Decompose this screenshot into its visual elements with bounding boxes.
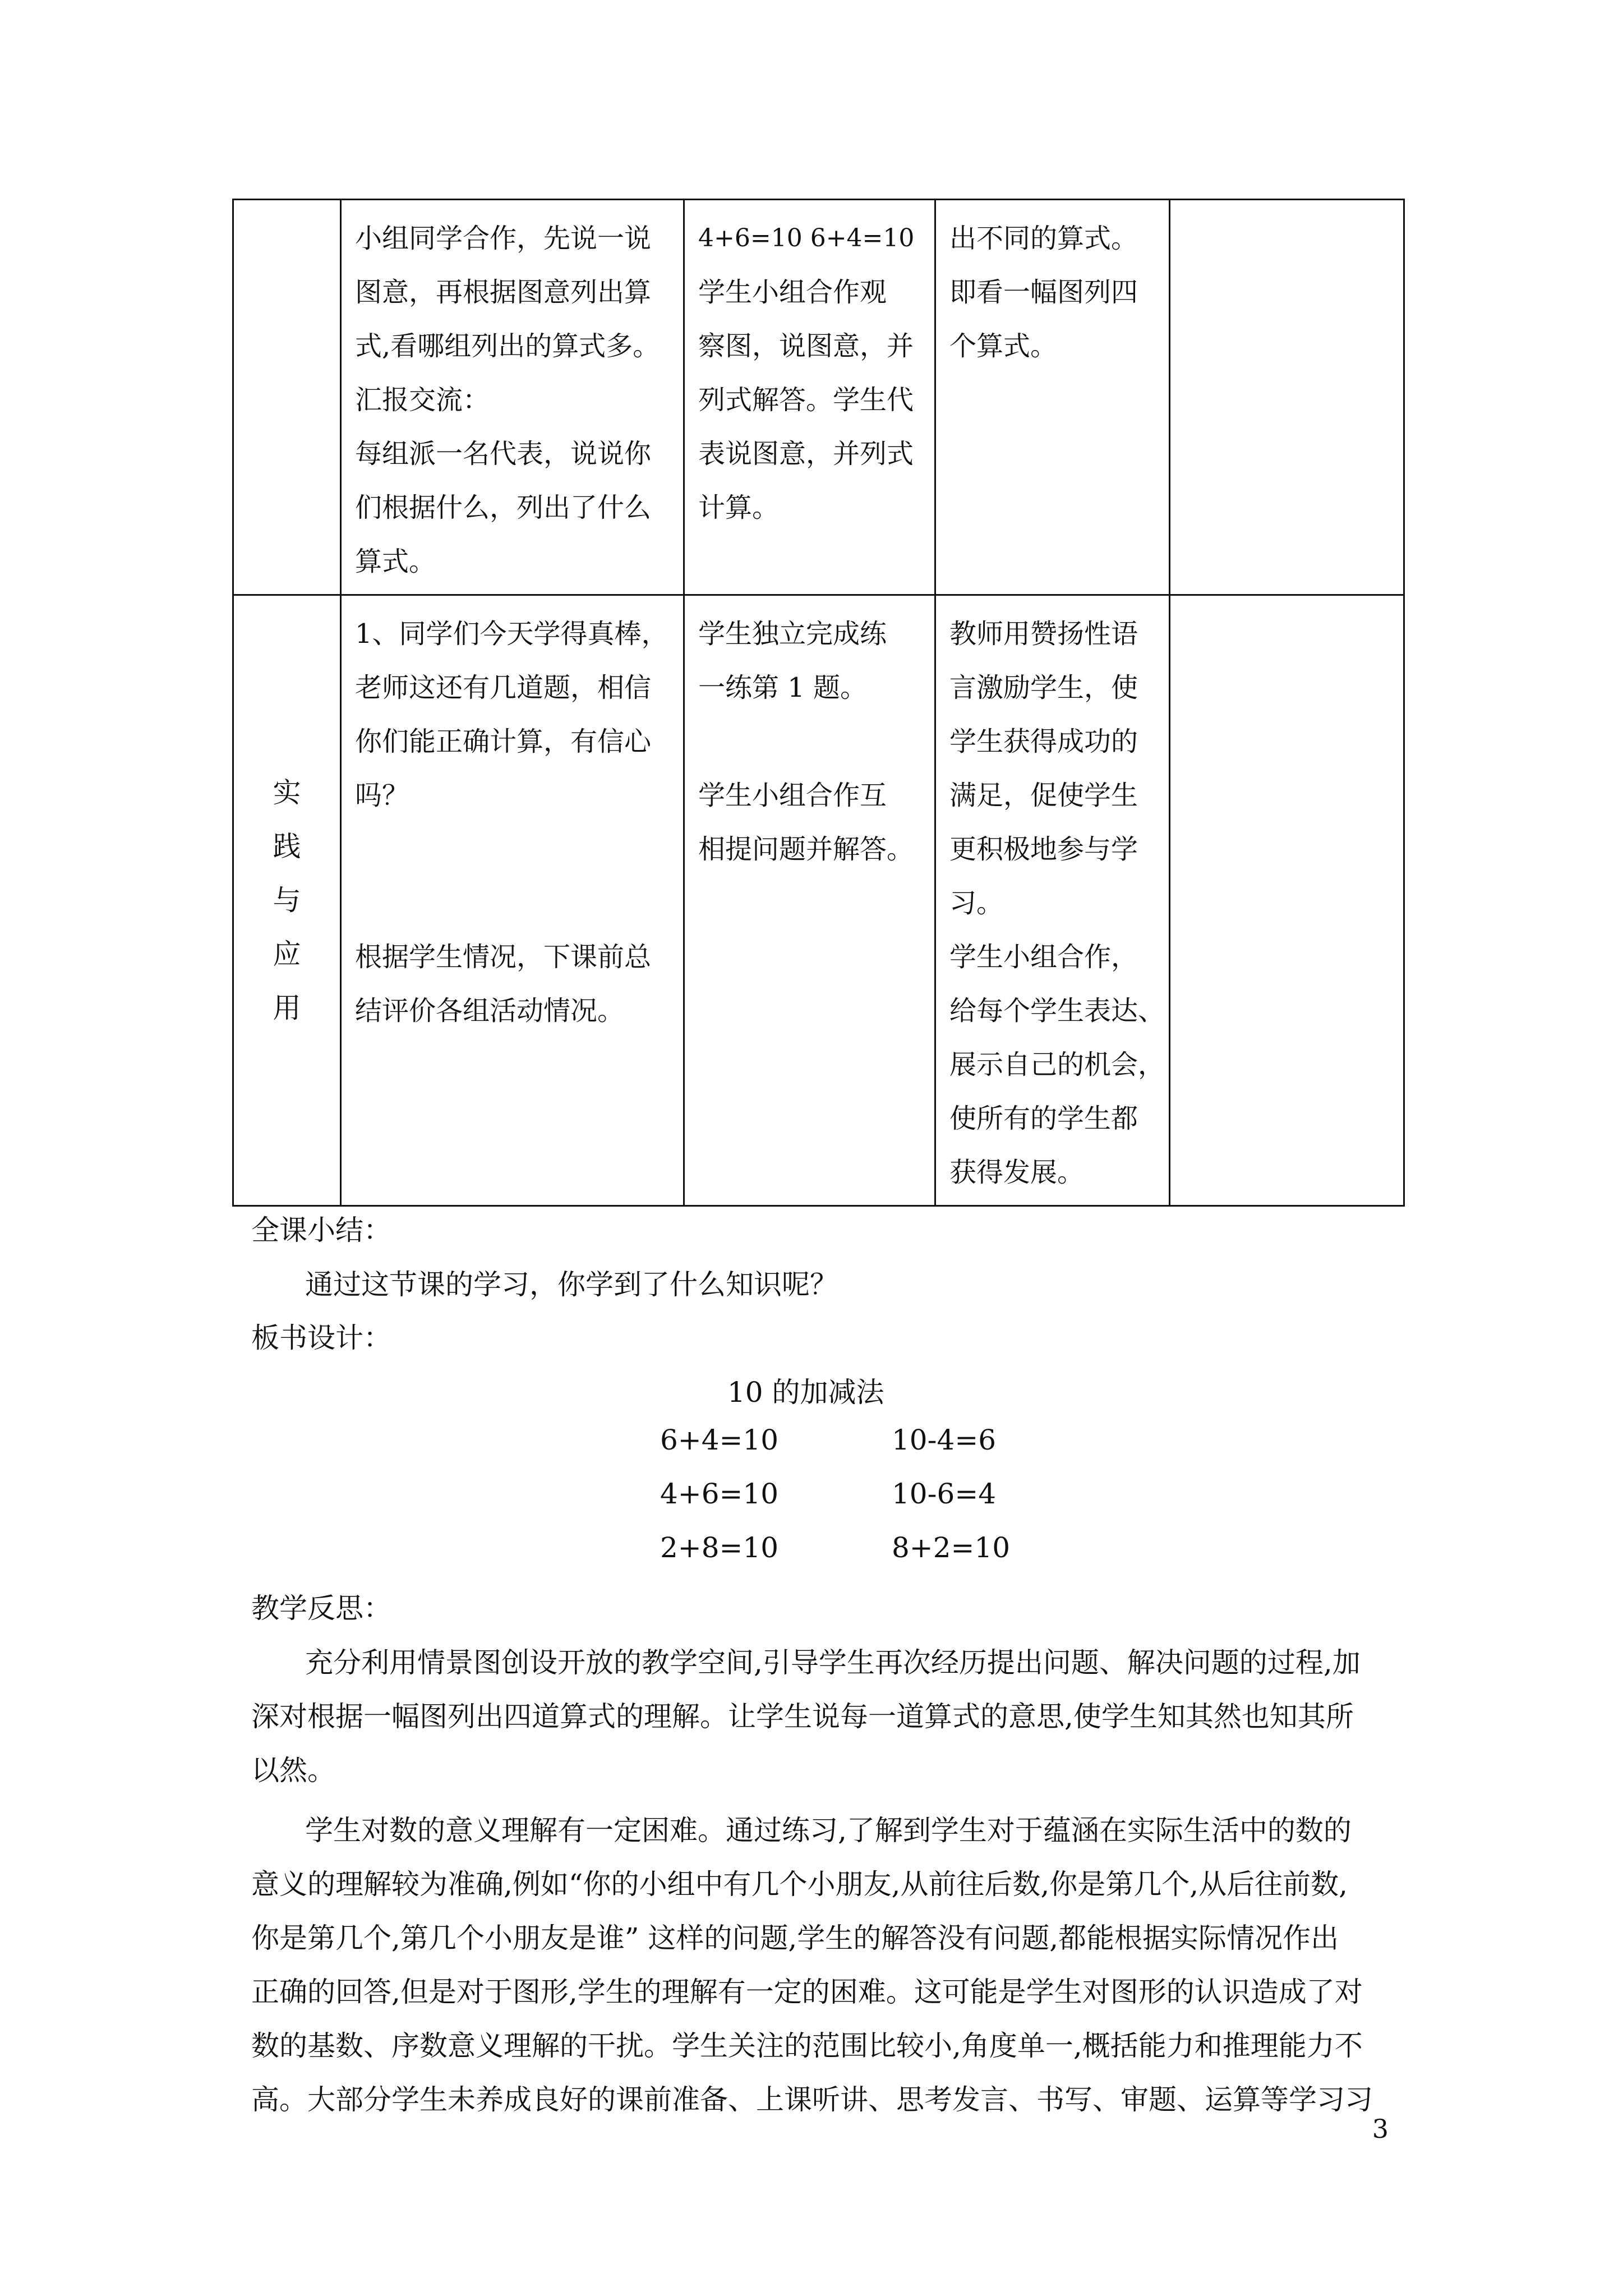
extra-cell: [1170, 200, 1404, 595]
board-equation: 6+4=10: [660, 1424, 779, 1456]
reflection-line: 深对根据一幅图列出四道算式的理解。让学生说每一道算式的意思,使学生知其然也知其所: [251, 1700, 1354, 1733]
lesson-table: [232, 199, 1405, 1207]
reflection-line: 充分利用情景图创设开放的教学空间,引导学生再次经历提出问题、解决问题的过程,加: [305, 1646, 1361, 1679]
summary-heading: 全课小结：: [251, 1214, 391, 1246]
table-row: [233, 200, 1404, 595]
teacher-activity-cell: 1、同学们今天学得真棒， 老师这还有几道题，相信 你们能正确计算，有信心 吗？ 根据学生情况，下课前总 结评价各组活动情况。: [341, 595, 684, 1206]
reflection-line: 正确的回答,但是对于图形,学生的理解有一定的困难。这可能是学生对图形的认识造成了对: [251, 1976, 1363, 2008]
summary-body: 通过这节课的学习，你学到了什么知识呢？: [305, 1268, 838, 1301]
reflection-line: 高。大部分学生未养成良好的课前准备、上课听讲、思考发言、书写、审题、运算等学习习: [251, 2083, 1373, 2116]
board-equation: 10-4=6: [892, 1424, 997, 1456]
teacher-activity-cell: 小组同学合作，先说一说 图意，再根据图意列出算 式,看哪组列出的算式多。 汇报交流： 每组派一名代表，说说你 们根据什么，列出了什么 算式。: [341, 200, 684, 595]
board-equation: 8+2=10: [892, 1531, 1011, 1564]
reflection-line: 意义的理解较为准确,例如“你的小组中有几个小朋友,从前往后数,你是第几个,从后往前数,: [251, 1868, 1348, 1901]
table-row: [233, 595, 1404, 1206]
reflection-line: 数的基数、序数意义理解的干扰。学生关注的范围比较小,角度单一,概括能力和推理能力不: [251, 2030, 1363, 2062]
board-equation: 2+8=10: [660, 1531, 779, 1564]
reflection-heading: 教学反思：: [251, 1592, 391, 1625]
reflection-line: 学生对数的意义理解有一定困难。通过练习,了解到学生对于蕴涵在实际生活中的数的: [305, 1814, 1352, 1847]
stage-cell: [233, 200, 341, 595]
board-equation: 10-6=4: [892, 1478, 997, 1510]
page-number: 3: [1372, 2114, 1389, 2144]
reflection-line: 你是第几个,第几个小朋友是谁” 这样的问题,学生的解答没有问题,都能根据实际情况作出: [251, 1922, 1339, 1954]
extra-cell: [1170, 595, 1404, 1206]
design-intent-cell: 教师用赞扬性语 言激励学生，使 学生获得成功的 满足，促使学生 更积极地参与学 习。 学生小组合作， 给每个学生表达、 展示自己的机会， 使所有的学生都 获得发展。: [935, 595, 1170, 1206]
board-heading: 板书设计：: [251, 1322, 391, 1354]
stage-cell: 实 践 与 应 用: [233, 595, 341, 1206]
design-intent-cell: 出不同的算式。 即看一幅图列四 个算式。: [935, 200, 1170, 595]
board-equation: 4+6=10: [660, 1478, 779, 1510]
student-activity-cell: 学生独立完成练 一练第 1 题。 学生小组合作互 相提问题并解答。: [684, 595, 935, 1206]
board-title: 10 的加减法: [727, 1376, 884, 1409]
reflection-line: 以然。: [251, 1754, 335, 1787]
student-activity-cell: 4+6=10 6+4=10 学生小组合作观 察图，说图意，并 列式解答。学生代 表说图意，并列式 计算。: [684, 200, 935, 595]
